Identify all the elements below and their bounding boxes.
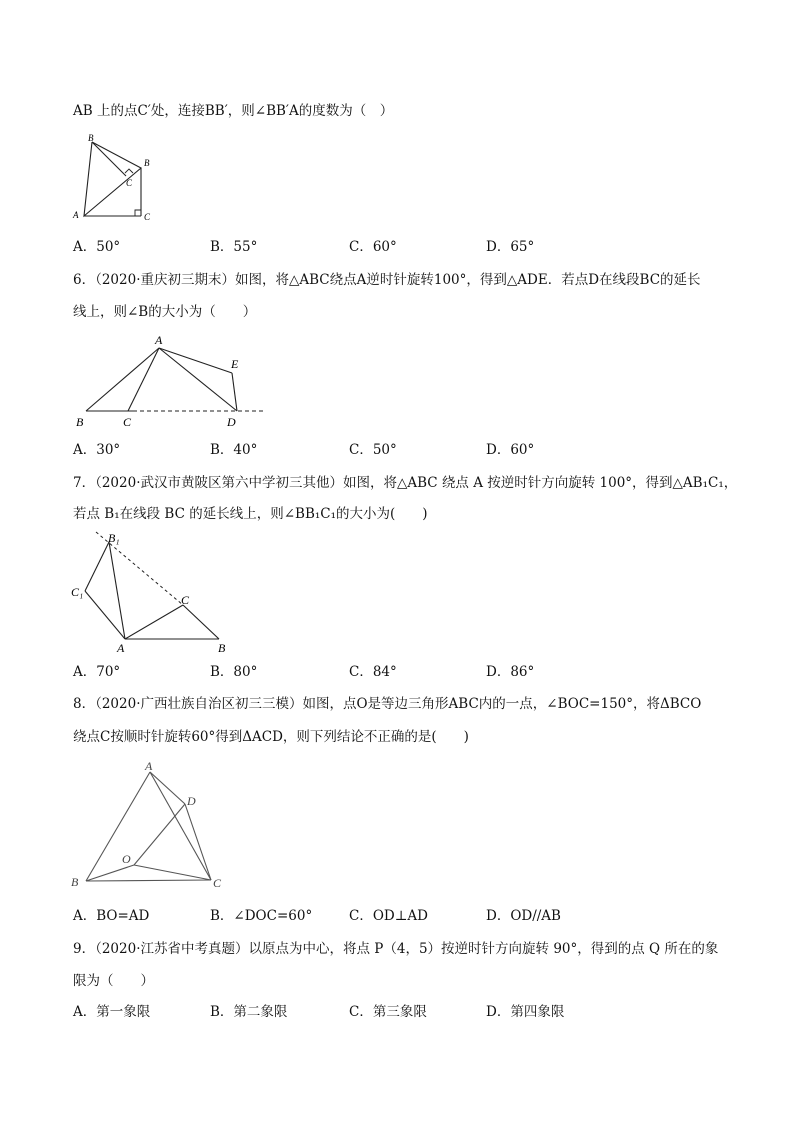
q6-label-d: D [227, 415, 236, 429]
q5-label-a: A [73, 210, 79, 220]
q5-label-b: B [144, 158, 150, 168]
q6-option-a: A．30° [73, 442, 121, 458]
q7-option-d: D．86° [486, 664, 535, 680]
q8-line2: 绕点C按顺时针旋转60°得到ΔACD，则下列结论不正确的是( ) [73, 729, 469, 745]
q9-line2: 限为（ ） [73, 973, 154, 989]
q7-label-b: B [218, 641, 226, 655]
q8-figure [66, 757, 236, 892]
q7-option-c: C．84° [349, 664, 397, 680]
q8-label-c: C [213, 876, 222, 890]
q7-label-c1: C₁ [71, 585, 84, 599]
q6-option-d: D．60° [486, 442, 535, 458]
q8-label-d: D [187, 794, 196, 808]
q8-option-c: C．OD⊥AD [349, 908, 428, 924]
q5-option-c: C．60° [349, 239, 397, 255]
q5-label-c: C [144, 212, 151, 222]
q6-option-b: B．40° [210, 442, 258, 458]
q5-label-cprime: C [126, 178, 133, 188]
q7-option-a: A．70° [73, 664, 121, 680]
q9-option-d: D．第四象限 [486, 1004, 565, 1020]
q5-option-d: D．65° [486, 239, 535, 255]
q7-figure [66, 528, 246, 658]
q7-label-b1: B₁ [108, 531, 120, 545]
q6-figure [70, 330, 270, 430]
q6-label-a: A [155, 333, 163, 347]
q6-label-b: B [76, 415, 84, 429]
q9-option-a: A．第一象限 [73, 1004, 151, 1020]
q8-option-d: D．OD//AB [486, 908, 561, 924]
q6-line1: 6．（2020·重庆初三期末）如图，将△ABC绕点A逆时针旋转100°，得到△ADE．若点D在线段BC的延长 [73, 272, 701, 288]
q5-option-b: B．55° [210, 239, 258, 255]
q8-label-b: B [71, 875, 79, 889]
q8-option-b: B．∠DOC=60° [210, 908, 313, 924]
q8-label-o: O [122, 852, 131, 866]
q8-option-a: A．BO=AD [73, 908, 150, 924]
q7-option-b: B．80° [210, 664, 258, 680]
q8-line1: 8．（2020·广西壮族自治区初三三模）如图，点O是等边三角形ABC内的一点，∠BOC=150°，将ΔBCO [73, 696, 702, 712]
q7-label-c: C [181, 593, 190, 607]
q8-label-a: A [145, 759, 153, 773]
q6-option-c: C．50° [349, 442, 397, 458]
q7-label-a: A [117, 641, 125, 655]
q6-label-c: C [123, 415, 132, 429]
q5-option-a: A．50° [73, 239, 121, 255]
q9-line1: 9．（2020·江苏省中考真题）以原点为中心，将点 P（4，5）按逆时针方向旋转 90°，得到的点 Q 所在的象 [73, 941, 719, 957]
q6-label-e: E [231, 357, 239, 371]
q7-line2: 若点 B₁在线段 BC 的延长线上，则∠BB₁C₁的大小为( ) [73, 506, 428, 522]
q5-stem: AB 上的点C′处，连接BB′，则∠BB′A的度数为（ ） [73, 103, 394, 119]
q7-line1: 7．（2020·武汉市黄陂区第六中学初三其他）如图，将△ABC 绕点 A 按逆时针方向旋转 100°，得到△AB₁C₁， [73, 475, 738, 491]
q9-option-b: B．第二象限 [210, 1004, 288, 1020]
q6-line2: 线上，则∠B的大小为（ ） [73, 304, 257, 320]
q5-label-bprime: B [88, 133, 94, 143]
q9-option-c: C．第三象限 [349, 1004, 427, 1020]
